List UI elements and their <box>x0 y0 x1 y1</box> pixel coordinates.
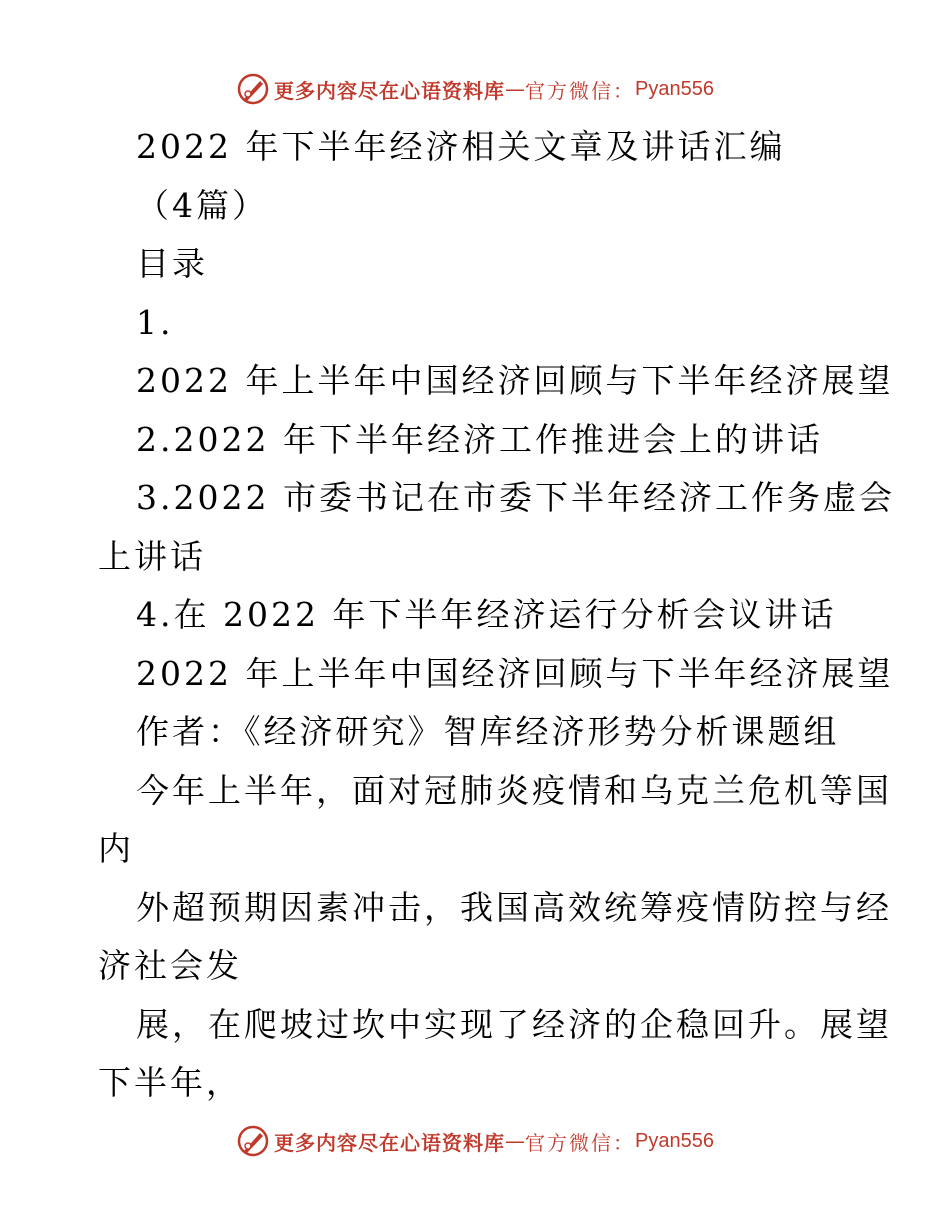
quill-logo-icon <box>236 72 270 106</box>
watermark-brand: 更多内容尽在心语资料库 <box>274 1130 506 1155</box>
text-line: 4.在 2022 年下半年经济运行分析会议讲话 <box>136 595 837 634</box>
watermark-brand: 更多内容尽在心语资料库 <box>274 78 506 103</box>
text-line: 外超预期因素冲击，我国高效统筹疫情防控与经 <box>136 887 892 927</box>
text-line: 今年上半年，面对冠肺炎疫情和乌克兰危机等国 <box>136 770 892 810</box>
watermark-handle: Pyan556 <box>635 77 714 100</box>
text-line: （4篇） <box>136 185 268 225</box>
text-line: 济社会发 <box>98 946 242 985</box>
text-line: 2.2022 年下半年经济工作推进会上的讲话 <box>136 419 823 459</box>
watermark-dash: — <box>505 77 526 101</box>
text-line: 2022 年下半年经济相关文章及讲话汇编 <box>136 127 786 166</box>
text-line: 2022 年上半年中国经济回顾与下半年经济展望 <box>136 653 894 693</box>
document-body <box>98 118 895 1113</box>
watermark-header <box>0 72 950 106</box>
watermark-footer <box>0 1124 950 1158</box>
text-line: 内 <box>98 829 134 868</box>
text-line: 展，在爬坡过坎中实现了经济的企稳回升。展望 <box>136 1004 892 1044</box>
text-line: 1. <box>136 302 174 342</box>
text-line: 作者：《经济研究》智库经济形势分析课题组 <box>136 712 840 751</box>
text-line: 下半年， <box>98 1063 242 1102</box>
text-line: 上讲话 <box>98 536 206 576</box>
watermark-handle: Pyan556 <box>635 1129 714 1152</box>
watermark-wechat-label: 官方微信： <box>525 78 636 103</box>
text-line: 2022 年上半年中国经济回顾与下半年经济展望 <box>136 361 894 400</box>
quill-logo-icon <box>236 1124 270 1158</box>
text-line: 目录 <box>136 244 208 283</box>
watermark-wechat-label: 官方微信： <box>525 1130 636 1155</box>
text-line: 3.2022 市委书记在市委下半年经济工作务虚会 <box>136 478 895 517</box>
watermark-dash: — <box>505 1129 526 1153</box>
